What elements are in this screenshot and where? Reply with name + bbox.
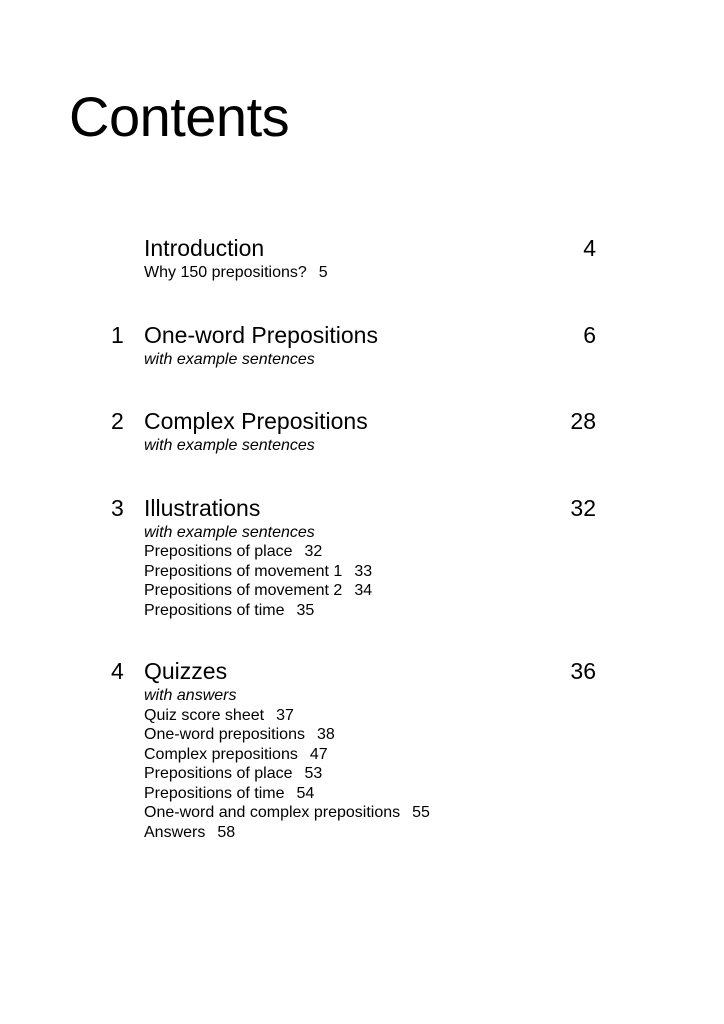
- toc-entry[interactable]: [144, 542, 724, 562]
- section-number: 2: [111, 408, 124, 434]
- entry-page-number: 47: [309, 745, 328, 763]
- section-title: Complex Prepositions: [144, 408, 368, 434]
- entry-label: Prepositions of time: [144, 601, 285, 619]
- toc-entry[interactable]: [144, 745, 724, 765]
- entry-label: Prepositions of time: [144, 784, 285, 802]
- section-subtitle: with example sentences: [144, 350, 315, 368]
- entry-label: Complex prepositions: [144, 745, 298, 763]
- entry-page-number: 38: [316, 726, 335, 743]
- section-title: Quizzes: [144, 658, 228, 684]
- toc-entry[interactable]: [144, 601, 724, 621]
- page-title: Contents: [69, 85, 290, 148]
- entry-label: Prepositions of place: [144, 543, 293, 560]
- toc-entry[interactable]: [144, 706, 724, 726]
- entry-label: One-word prepositions: [144, 726, 305, 743]
- toc-section-one-word-prepositions: [0, 320, 724, 370]
- entry-label: Prepositions of place: [144, 765, 293, 782]
- section-page-number: 4: [583, 235, 596, 261]
- table-of-contents: [0, 233, 724, 842]
- section-page-number: 6: [583, 321, 596, 348]
- toc-section-introduction: [0, 233, 724, 283]
- toc-entry[interactable]: [144, 263, 724, 283]
- section-heading-row[interactable]: [0, 656, 724, 686]
- entry-page-number: 53: [304, 765, 323, 782]
- toc-entry[interactable]: [144, 725, 724, 745]
- section-number: 1: [111, 321, 124, 348]
- section-heading-row[interactable]: [0, 406, 724, 436]
- entry-label: Answers: [144, 823, 206, 841]
- toc-entry[interactable]: [144, 803, 724, 823]
- entry-page-number: 32: [304, 543, 323, 560]
- entry-page-number: 35: [296, 601, 315, 619]
- section-subtitle: with answers: [144, 687, 237, 704]
- section-subtitle: with example sentences: [144, 437, 315, 454]
- entry-label: Prepositions of movement 1: [144, 562, 343, 580]
- entry-page-number: 37: [276, 706, 294, 724]
- entry-label: Why 150 prepositions?: [144, 264, 307, 281]
- toc-entry[interactable]: [144, 764, 724, 784]
- toc-section-quizzes: [0, 656, 724, 842]
- section-title: Illustrations: [144, 494, 261, 521]
- entry-label: One-word and complex prepositions: [144, 804, 401, 821]
- entry-page-number: 58: [217, 823, 236, 841]
- toc-entry[interactable]: [144, 562, 724, 582]
- entry-page-number: 5: [318, 264, 328, 281]
- section-heading-row[interactable]: [0, 493, 724, 523]
- section-heading-row[interactable]: [0, 320, 724, 350]
- section-title: Introduction: [144, 235, 265, 261]
- section-page-number: 28: [570, 408, 596, 434]
- toc-section-complex-prepositions: [0, 406, 724, 456]
- section-heading-row[interactable]: [0, 233, 724, 263]
- entry-label: Quiz score sheet: [144, 706, 265, 724]
- toc-section-illustrations: [0, 493, 724, 621]
- section-page-number: 36: [570, 658, 596, 684]
- section-number: 4: [111, 658, 124, 684]
- section-number: 3: [111, 494, 124, 521]
- toc-entry[interactable]: [144, 823, 724, 843]
- section-title: One-word Prepositions: [144, 321, 378, 348]
- toc-entry[interactable]: [144, 784, 724, 804]
- entry-label: Prepositions of movement 2: [144, 582, 343, 599]
- entry-page-number: 54: [296, 784, 315, 802]
- section-subtitle: with example sentences: [144, 523, 315, 541]
- section-page-number: 32: [570, 494, 596, 521]
- entry-page-number: 34: [354, 582, 373, 599]
- entry-page-number: 55: [412, 804, 430, 821]
- toc-entry[interactable]: [144, 581, 724, 601]
- entry-page-number: 33: [354, 562, 373, 580]
